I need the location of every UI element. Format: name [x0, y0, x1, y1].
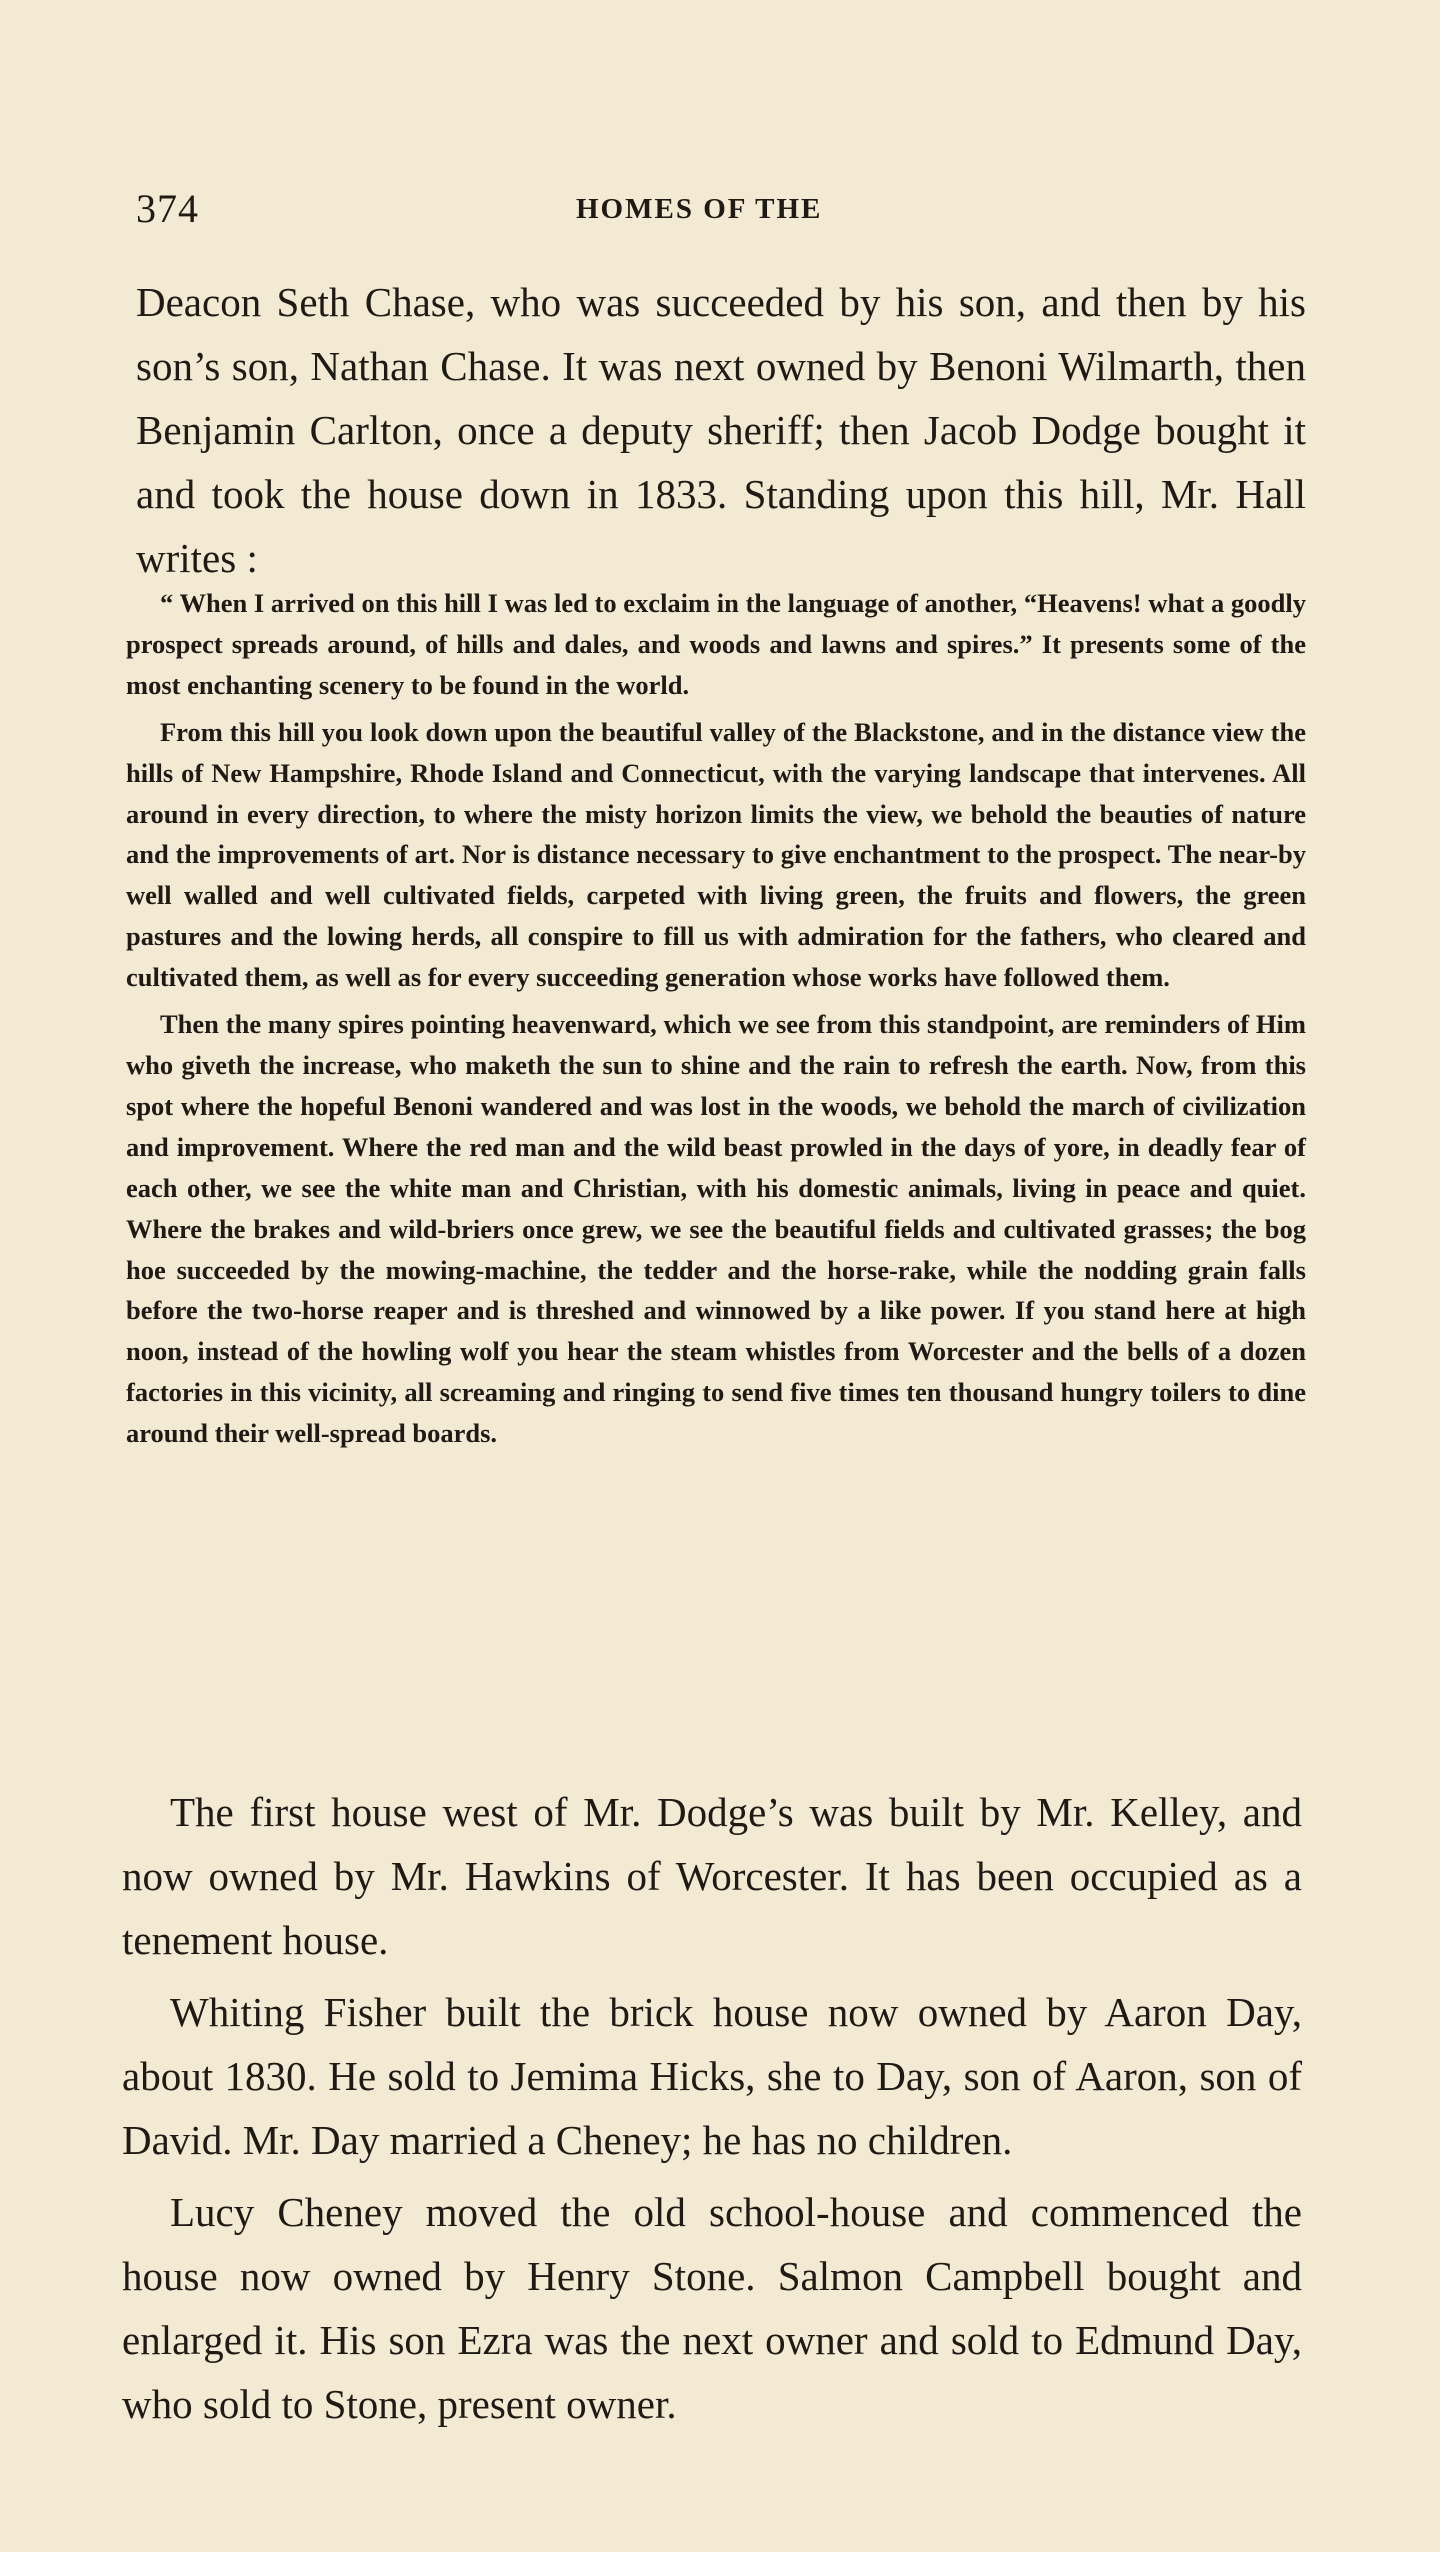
quote-paragraph-1: “ When I arrived on this hill I was led to exclaim in the language of another, “Heavens! what a goodly prospect spreads around, of hills and dales, and woods and lawns and spires.” It presents some of the most enchanting scenery to be found in the world.: [126, 588, 1306, 700]
intro-paragraph: Deacon Seth Chase, who was succeeded by his son, and then by his son’s son, Nathan Chase. It was next owned by Benoni Wilmarth, then Benjamin Carlton, once a deputy sheriff; then Jacob Dodge bought it and took the house down in 1833. Standing upon this hill, Mr. Hall writes :: [136, 279, 1306, 581]
closing-paragraph-1: The first house west of Mr. Dodge’s was built by Mr. Kelley, and now owned by Mr. Hawkins of Worcester. It has been occupied as a tenement house.: [122, 1789, 1302, 1963]
closing-text-block: [122, 1780, 1302, 2444]
page-number: 374: [136, 186, 199, 231]
intro-text-block: [136, 270, 1306, 590]
running-head: HOMES OF THE: [576, 193, 823, 225]
page-header: [136, 185, 1286, 235]
closing-paragraph-2: Whiting Fisher built the brick house now owned by Aaron Day, about 1830. He sold to Jemima Hicks, she to Day, son of Aaron, son of David. Mr. Day married a Cheney; he has no children.: [122, 1989, 1302, 2163]
quote-paragraph-2: From this hill you look down upon the beautiful valley of the Blackstone, and in the distance view the hills of New Hampshire, Rhode Island and Connecticut, with the varying landscape that intervenes. All around in every direction, to where the misty horizon limits the view, we behold the beauties of nature and the improvements of art. Nor is distance necessary to give enchantment to the prospect. The near-by well walled and well cultivated fields, carpeted with living green, the fruits and flowers, the green pastures and the lowing herds, all conspire to fill us with admiration for the fathers, who cleared and cultivated them, as well as for every succeeding generation whose works have followed them.: [126, 716, 1306, 993]
closing-paragraph-3: Lucy Cheney moved the old school-house and commenced the house now owned by Henry Stone. Salmon Campbell bought and enlarged it. His son Ezra was the next owner and sold to Edmund Day, who sold to Stone, present owner.: [122, 2189, 1302, 2427]
block-quote: [126, 583, 1306, 1460]
quote-paragraph-3: Then the many spires pointing heavenward, which we see from this standpoint, are reminders of Him who giveth the increase, who maketh the sun to shine and the rain to refresh the earth. Now, from this spot where the hopeful Benoni wandered and was lost in the woods, we behold the march of civilization and improvement. Where the red man and the wild beast prowled in the days of yore, in deadly fear of each other, we see the white man and Christian, with his domestic animals, living in peace and quiet. Where the brakes and wild-briers once grew, we see the beautiful fields and cultivated grasses; the bog hoe succeeded by the mowing-machine, the tedder and the horse-rake, while the nodding grain falls before the two-horse reaper and is threshed and winnowed by a like power. If you stand here at high noon, instead of the howling wolf you hear the steam whistles from Worcester and the bells of a dozen factories in this vicinity, all screaming and ringing to send five times ten thousand hungry toilers to dine around their well-spread boards.: [126, 1009, 1306, 1449]
